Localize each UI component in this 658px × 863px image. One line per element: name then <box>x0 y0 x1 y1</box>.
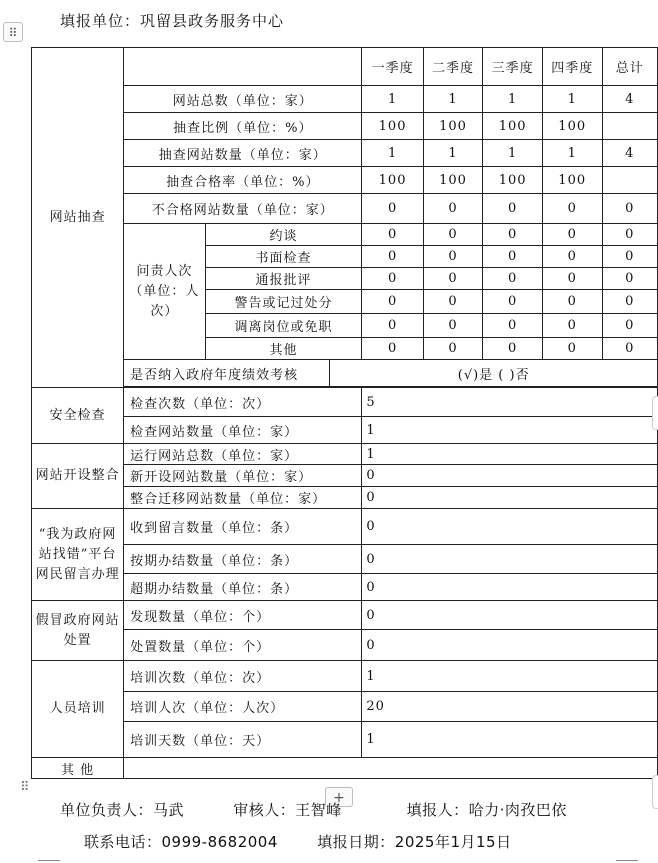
row-value: 0 <box>362 465 658 487</box>
cell-q1: 0 <box>362 246 423 268</box>
table-row <box>32 692 658 722</box>
cell-q3: 1 <box>483 140 543 167</box>
row-label: 按期办结数量（单位：条） <box>124 545 362 574</box>
row-value: 0 <box>362 487 658 509</box>
assessment-value: (√)是 ( )否 <box>330 360 658 387</box>
cell-q1: 100 <box>362 113 423 140</box>
table-row <box>32 465 658 487</box>
table-row <box>32 601 658 630</box>
section-integration: 网站开设整合 <box>32 444 124 509</box>
cell-total: 0 <box>602 338 658 360</box>
cell-q4: 0 <box>542 338 602 360</box>
row-label: 其他 <box>205 338 362 360</box>
row-label: 调离岗位或免职 <box>205 314 362 338</box>
table-row <box>32 140 658 167</box>
row-value: 0 <box>362 601 658 630</box>
table-row <box>32 224 658 246</box>
row-label: 约谈 <box>205 224 362 246</box>
table-row <box>32 417 658 444</box>
table-row <box>32 113 658 140</box>
row-value: 5 <box>362 388 658 417</box>
cell-total: 0 <box>602 290 658 314</box>
row-label: 处置数量（单位：个） <box>124 630 362 661</box>
cell-q3: 0 <box>483 246 543 268</box>
cell-total: 4 <box>602 86 658 113</box>
cell-q1: 0 <box>362 314 423 338</box>
other-row <box>32 758 658 779</box>
row-value: 0 <box>362 545 658 574</box>
cell-total: 4 <box>602 140 658 167</box>
other-value <box>124 758 658 779</box>
row-label: 运行网站总数（单位：家） <box>124 444 362 465</box>
side-tab-icon[interactable] <box>652 775 658 809</box>
row-value: 1 <box>362 417 658 444</box>
cell-q3: 100 <box>483 167 543 194</box>
cell-q4: 1 <box>542 140 602 167</box>
row-label: 抽查网站数量（单位：家） <box>124 140 362 167</box>
cell-total <box>602 113 658 140</box>
cell-q2: 0 <box>423 314 483 338</box>
cell-q4: 0 <box>542 224 602 246</box>
signature-line <box>60 799 567 820</box>
row-label: 超期办结数量（单位：条） <box>124 574 362 601</box>
row-label: 发现数量（单位：个） <box>124 601 362 630</box>
contact-line <box>84 831 512 852</box>
table-row <box>32 574 658 601</box>
cell-q2: 1 <box>423 86 483 113</box>
table-row <box>32 630 658 661</box>
section-security: 安全检查 <box>32 388 124 444</box>
cell-q3: 1 <box>483 86 543 113</box>
row-label: 收到留言数量（单位：条） <box>124 509 362 545</box>
row-label: 不合格网站数量（单位：家） <box>124 194 362 224</box>
cell-q1: 0 <box>362 194 423 224</box>
row-label: 检查网站数量（单位：家） <box>124 417 362 444</box>
assessment-label: 是否纳入政府年度绩效考核 <box>124 360 330 387</box>
accountability-label: 问责人次（单位：人次） <box>124 224 205 360</box>
cell-q1: 1 <box>362 86 423 113</box>
cell-q4: 1 <box>542 86 602 113</box>
row-label: 新开设网站数量（单位：家） <box>124 465 362 487</box>
cell-q4: 0 <box>542 194 602 224</box>
table-move-handle-icon[interactable]: ⠿ <box>20 780 30 795</box>
cell-q3: 0 <box>483 224 543 246</box>
header-total: 总计 <box>602 48 658 86</box>
section-fake-sites: 假冒政府网站处置 <box>32 601 124 661</box>
cell-q2: 0 <box>423 338 483 360</box>
row-label: 培训次数（单位：次） <box>124 661 362 692</box>
report-date: 填报日期：2025年1月15日 <box>317 833 512 851</box>
cell-q3: 0 <box>483 194 543 224</box>
cell-q1: 0 <box>362 268 423 290</box>
header-q1: 一季度 <box>362 48 423 86</box>
table-row <box>32 388 658 417</box>
cell-q4: 100 <box>542 167 602 194</box>
row-value: 20 <box>362 692 658 722</box>
side-tab-icon[interactable] <box>652 396 658 430</box>
table-row <box>32 487 658 509</box>
cell-q1: 0 <box>362 224 423 246</box>
row-label: 培训天数（单位：天） <box>124 722 362 758</box>
reporting-unit: 填报单位：巩留县政务服务中心 <box>60 12 285 30</box>
row-label: 整合迁移网站数量（单位：家） <box>124 487 362 509</box>
row-label: 网站总数（单位：家） <box>124 86 362 113</box>
cell-q3: 0 <box>483 268 543 290</box>
cell-q1: 100 <box>362 167 423 194</box>
cell-q2: 0 <box>423 246 483 268</box>
table-row <box>32 545 658 574</box>
cell-q4: 0 <box>542 290 602 314</box>
row-label: 警告或记过处分 <box>205 290 362 314</box>
row-label: 书面检查 <box>205 246 362 268</box>
cell-total: 0 <box>602 224 658 246</box>
table-row <box>32 661 658 692</box>
cell-total: 0 <box>602 268 658 290</box>
row-label: 培训人次（单位：人次） <box>124 692 362 722</box>
cell-q4: 0 <box>542 268 602 290</box>
row-label: 抽查合格率（单位：%） <box>124 167 362 194</box>
filler: 填报人：哈力·肉孜巴依 <box>406 801 567 819</box>
row-value: 0 <box>362 574 658 601</box>
page-corner-mark <box>616 860 638 861</box>
header-q4: 四季度 <box>542 48 602 86</box>
row-value: 0 <box>362 509 658 545</box>
cell-q2: 0 <box>423 224 483 246</box>
cell-q2: 100 <box>423 113 483 140</box>
row-value: 1 <box>362 661 658 692</box>
page-corner-mark <box>38 860 60 861</box>
reviewer: 审核人：王智峰 <box>233 801 342 819</box>
cell-q4: 0 <box>542 246 602 268</box>
cell-q2: 0 <box>423 194 483 224</box>
row-label: 抽查比例（单位：%） <box>124 113 362 140</box>
cell-total: 0 <box>602 194 658 224</box>
contact-phone: 联系电话：0999-8682004 <box>84 833 278 851</box>
cell-q2: 100 <box>423 167 483 194</box>
drag-handle-icon[interactable]: ⠿ <box>3 22 23 42</box>
header-q3: 三季度 <box>483 48 543 86</box>
cell-q3: 0 <box>483 290 543 314</box>
table-row <box>32 722 658 758</box>
cell-total: 0 <box>602 246 658 268</box>
table-row <box>32 86 658 113</box>
report-table <box>31 47 658 779</box>
cell-q2: 0 <box>423 268 483 290</box>
row-value: 0 <box>362 630 658 661</box>
responsible-person: 单位负责人：马武 <box>60 801 185 819</box>
cell-q3: 0 <box>483 314 543 338</box>
row-value: 1 <box>362 444 658 465</box>
section-training: 人员培训 <box>32 661 124 758</box>
cell-q4: 100 <box>542 113 602 140</box>
table-row <box>32 444 658 465</box>
assessment-row <box>32 360 658 387</box>
section-website-check: 网站抽查 <box>32 48 124 388</box>
cell-q3: 100 <box>483 113 543 140</box>
table-row <box>32 194 658 224</box>
cell-q3: 0 <box>483 338 543 360</box>
cell-total: 0 <box>602 314 658 338</box>
cell-q1: 0 <box>362 338 423 360</box>
cell-q4: 0 <box>542 314 602 338</box>
row-label: 通报批评 <box>205 268 362 290</box>
header-q2: 二季度 <box>423 48 483 86</box>
table-row <box>32 509 658 545</box>
cell-q1: 0 <box>362 290 423 314</box>
table-row <box>32 167 658 194</box>
cell-q2: 1 <box>423 140 483 167</box>
cell-total <box>602 167 658 194</box>
section-complaints: “我为政府网站找错”平台网民留言办理 <box>32 509 124 601</box>
other-label: 其 他 <box>32 758 124 779</box>
row-value: 1 <box>362 722 658 758</box>
cell-q1: 1 <box>362 140 423 167</box>
add-row-icon[interactable]: + <box>325 787 353 807</box>
quarter-header-row <box>32 48 658 86</box>
row-label: 检查次数（单位：次） <box>124 388 362 417</box>
header-blank <box>124 48 362 86</box>
cell-q2: 0 <box>423 290 483 314</box>
